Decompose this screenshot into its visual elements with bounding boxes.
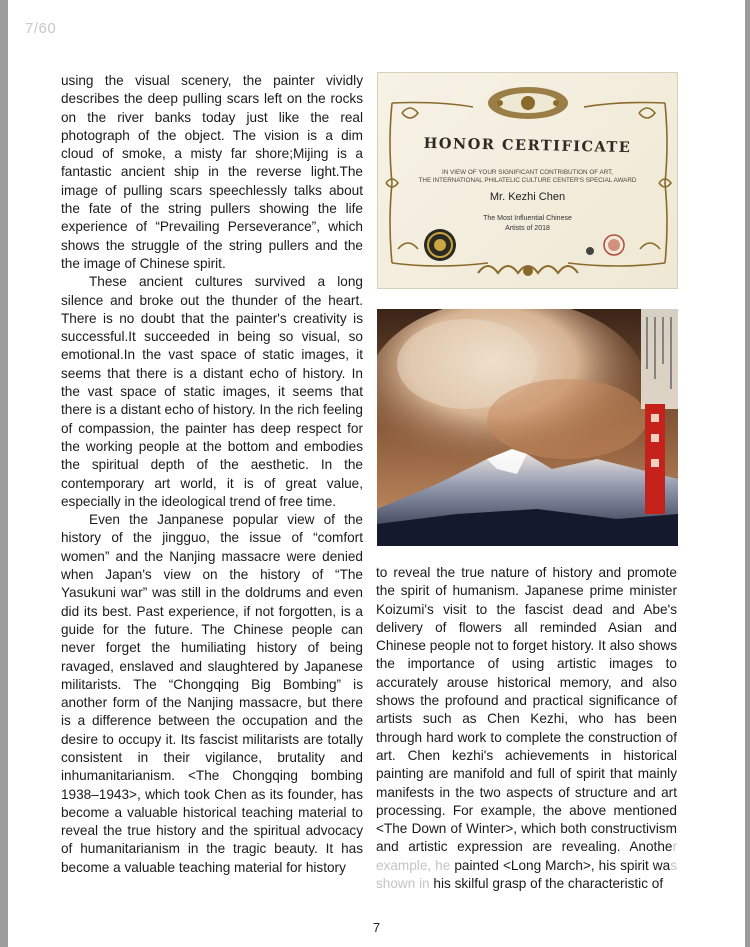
paragraph [376, 564, 677, 893]
page-number: 7 [372, 920, 381, 935]
paragraph: Even the Janpanese popular view of the history of the jingguo, the issue of “comfort women” and the Nanjing massacre were denied when Japan's view on the history of “The Yasukuni war” was still in the doldrums and even did its best. Past experience, if not forgotten, is a guide for the future. The Chinese people can never forget the humiliating history of being ravaged, enslaved and slaughtered by Japanese militarists. The “Chongqing Big Bombing” is another form of the Nanjing massacre, but there is a difference between the occupation and the desire to occupy it. Its fascist militarists are totally consistent in their vigilance, brutality and inhumanitarianism. <The Chongqing bombing 1938–1943>, which took Chen as its founder, has become a valuable historical teaching material to reveal the true history and the spiritual advocacy of humanitarianism in the tragic beauty. It has become a valuable teaching material for history [61, 512, 363, 875]
faded-text: s shown in [376, 857, 677, 892]
paragraph: using the visual scenery, the painter vividly describes the deep pulling scars left on the rocks on the river banks today just like the real photograph of the object. The vision is a dim cloud of smoke, a misty far shore;Mijing is a fantastic ancient ship in the reverse light.The image of pulling scars speechlessly talks about the fate of the string pullers showing the life experience of “Prevailing Perseverance”, which shows the struggle of the string pullers and the the image of Chinese spirit. [61, 73, 363, 271]
right-text-column [376, 564, 677, 893]
paragraph-text: his skilful grasp of the characteristic of [429, 876, 664, 892]
certificate-title: HONOR CERTIFICATE [423, 134, 632, 157]
certificate-award-line: The Most Influential Chinese [483, 215, 572, 222]
mountain-painting-image [377, 309, 678, 546]
certificate-subtitle-line: THE INTERNATIONAL PHILATELIC CULTURE CENTER'S SPECIAL AWARD [418, 177, 637, 184]
document-page [8, 0, 745, 947]
page-indicator: 7/60 [25, 20, 57, 37]
painting-artwork [377, 309, 678, 546]
left-text-column [61, 72, 363, 877]
paragraph-text: painted <Long March>, his spirit wa [450, 857, 671, 873]
paragraph: These ancient cultures survived a long silence and broke out the thunder of the heart. There is no doubt that the painter's creativity is successful.It succeeded in being so visual, so emotional.In the vast space of static images, it seems that there is a distant echo of history. In the vast space of static images, it seems that there is a distant echo of history. In the rich feeling of compassion, the painter has deep respect for the working people at the bottom and embodies the spiritual depth of the aesthetic. In the contemporary art world, it is of great value, especially in the ideological trend of free time. [61, 274, 363, 509]
certificate-award [458, 214, 597, 234]
paragraph-text: to reveal the true nature of history and promote the spirit of humanism. Japanese prime minister Koizumi's visit to the fascist dead and Abe's delivery of flowers all reminded Asian and Chinese people not to forget history. It also shows the importance of using artistic images to accurately arouse historical memory, and also shows the profound and practical significance of artists such as Chen Kezhi, who has been through hard work to complete the construction of art. Chen kezhi's achievements in historical painting are manifold and full of spirit that mainly manifests in the two aspects of structure and art processing. For example, the above mentioned <The Down of Winter>, which both constructivism and artistic expression are revealing. Anothe [376, 565, 677, 855]
certificate-recipient-name: Mr. Kezhi Chen [489, 191, 566, 203]
certificate-award-line: Artists of 2018 [505, 225, 550, 232]
certificate-subtitle-line: IN VIEW OF YOUR SIGNIFICANT CONTRIBUTION OF ART, [441, 169, 614, 176]
honor-certificate-image [377, 72, 678, 289]
faded-text: r example, he [376, 839, 677, 873]
